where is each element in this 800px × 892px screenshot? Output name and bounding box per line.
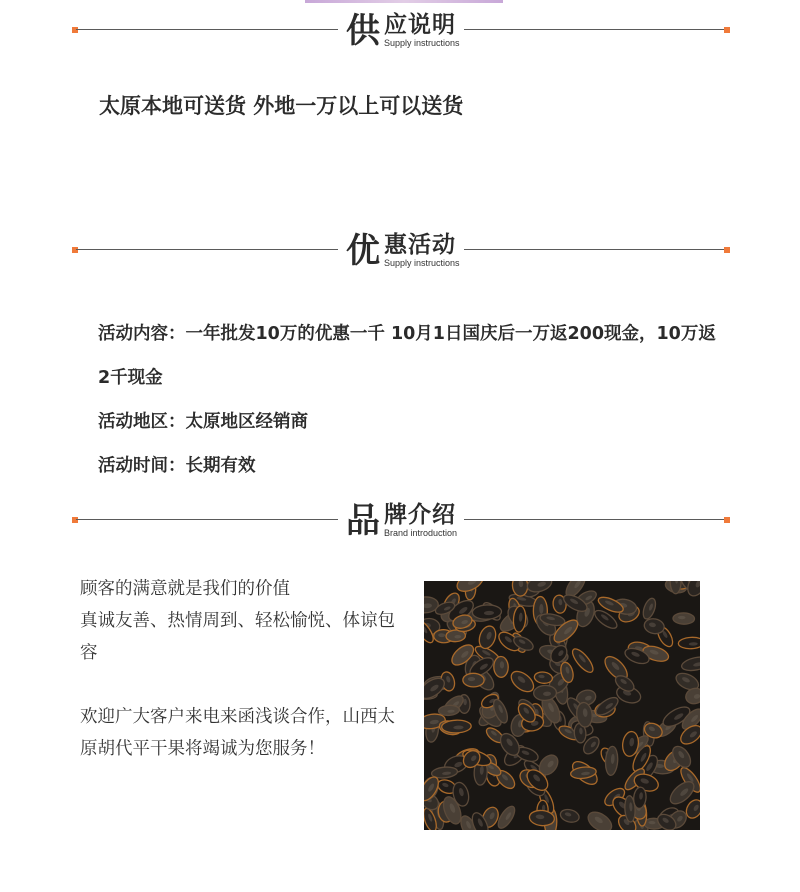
divider-line-left bbox=[76, 519, 338, 520]
section-header-brand bbox=[72, 501, 730, 541]
brand-description bbox=[80, 573, 410, 765]
orange-dot-right bbox=[724, 517, 730, 523]
section-header-supply bbox=[72, 11, 730, 51]
divider-line-left bbox=[76, 29, 338, 30]
title-subtitle: Supply instructions bbox=[384, 258, 460, 268]
title-first-char: 优 bbox=[346, 231, 380, 271]
orange-dot-right bbox=[724, 247, 730, 253]
brand-line-3: 欢迎广大客户来电来函浅谈合作，山西太原胡代平干果将竭诚为您服务！ bbox=[80, 707, 395, 759]
divider-line-right bbox=[464, 29, 726, 30]
brand-line-2: 真诚友善、热情周到、轻松愉悦、体谅包容 bbox=[80, 611, 395, 663]
supply-text: 太原本地可送货 外地一万以上可以送货 bbox=[99, 94, 464, 118]
divider-line-right bbox=[464, 519, 726, 520]
promo-content: 活动内容：一年批发10万的优惠一千 10月1日国庆后一万返200现金，10万返2千现金 bbox=[98, 324, 716, 388]
orange-dot-right bbox=[724, 27, 730, 33]
title-subtitle: Supply instructions bbox=[384, 38, 460, 48]
orange-dot-left bbox=[72, 27, 78, 33]
promo-area: 活动地区：太原地区经销商 bbox=[98, 412, 308, 432]
title-first-char: 品 bbox=[346, 501, 380, 541]
title-rest: 惠活动 bbox=[384, 232, 456, 258]
section-title-promo bbox=[344, 231, 464, 271]
promo-time: 活动时间：长期有效 bbox=[98, 456, 256, 476]
promo-details bbox=[98, 312, 728, 488]
section-title-brand bbox=[344, 501, 464, 541]
orange-dot-left bbox=[72, 247, 78, 253]
title-first-char: 供 bbox=[346, 11, 380, 51]
section-header-promo bbox=[72, 231, 730, 271]
watermelon-seeds-image bbox=[424, 581, 700, 830]
section-title-supply bbox=[344, 11, 464, 51]
divider-line-left bbox=[76, 249, 338, 250]
title-rest: 牌介绍 bbox=[384, 502, 456, 528]
title-rest: 应说明 bbox=[384, 12, 456, 38]
top-banner-strip bbox=[305, 0, 503, 3]
title-subtitle: Brand introduction bbox=[384, 528, 458, 538]
brand-line-1: 顾客的满意就是我们的价值 bbox=[80, 579, 290, 599]
orange-dot-left bbox=[72, 517, 78, 523]
divider-line-right bbox=[464, 249, 726, 250]
